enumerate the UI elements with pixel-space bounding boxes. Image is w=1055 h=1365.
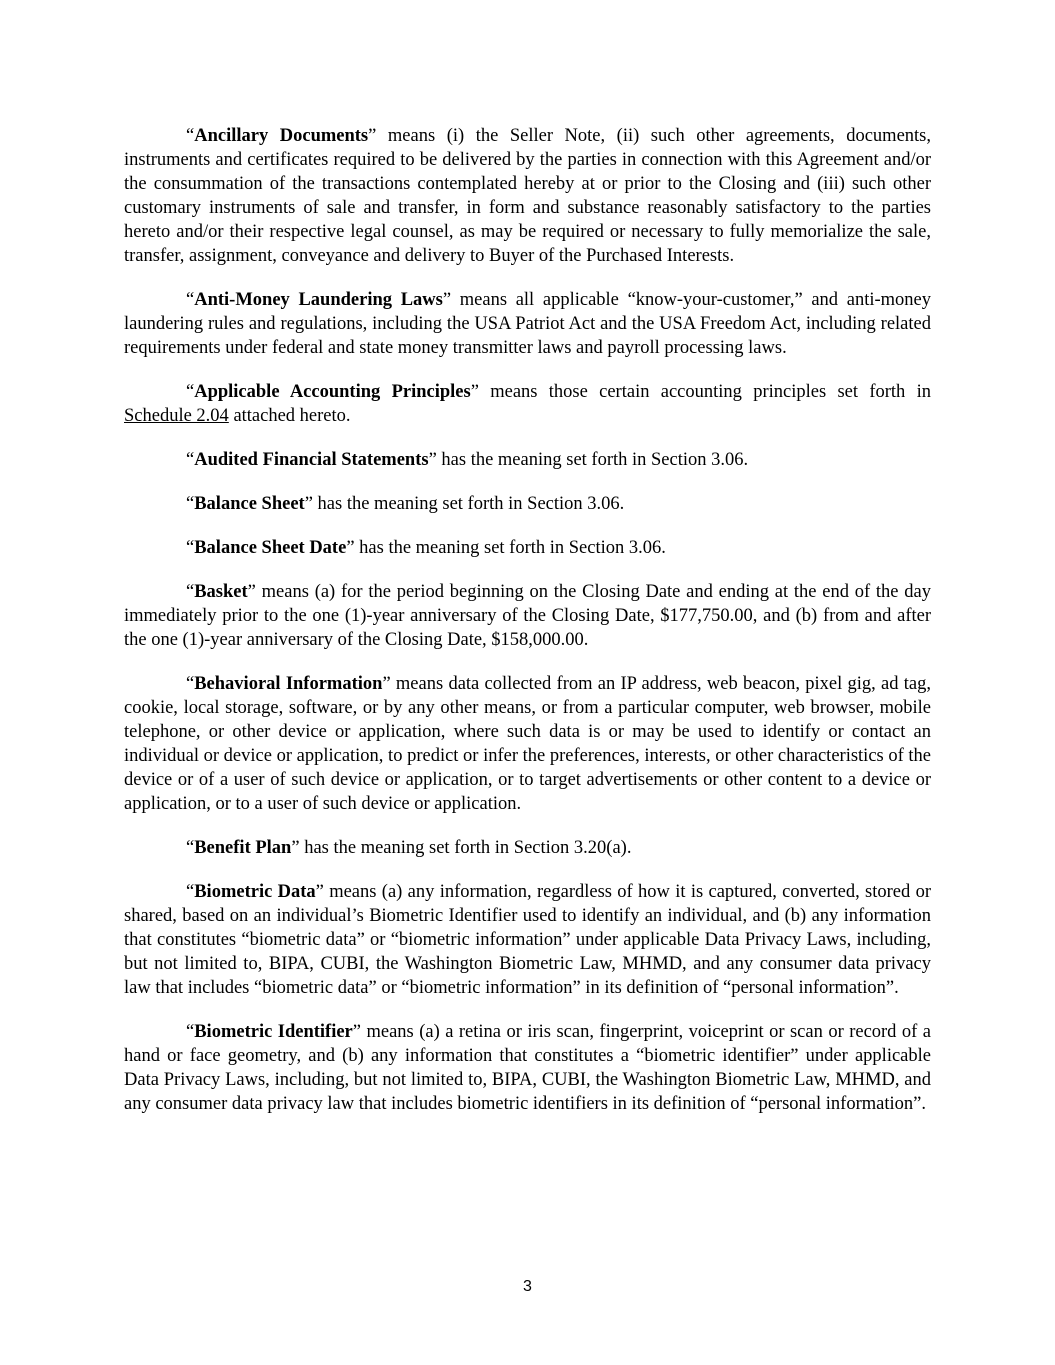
definition-behavioral-information: “Behavioral Information” means data collected from an IP address, web beacon, pixel gig, ad tag, cookie, local storage, software, or by any other means, or from a particular computer, web browser, mobile telephone, or other device or application, where such data is or may be used to identify or contact an individual or device or application, to predict or infer the preferences, interests, or other characteristics of the device or of a user of such device or application, or to target advertisements or other content to a device or application, or to a user of such device or application. (124, 674, 931, 814)
definition-text: has the meaning set forth in Section 3.06. (354, 538, 666, 558)
defined-term: Anti-Money Laundering Laws (194, 290, 443, 310)
definition-audited-financial-statements: “Audited Financial Statements” has the meaning set forth in Section 3.06. (186, 450, 749, 470)
definition-text-after: attached hereto. (228, 406, 351, 426)
definition-anti-money-laundering-laws: “Anti-Money Laundering Laws” means all applicable “know-your-customer,” and anti-money laundering rules and regulations, including the USA Patriot Act and the USA Freedom Act, including related requirements under federal and state money transmitter laws and payroll processing laws. (124, 290, 931, 358)
definition-biometric-data: “Biometric Data” means (a) any information, regardless of how it is captured, converted, stored or shared, based on an individual’s Biometric Identifier used to identify an individual, and (b) any information that constitutes “biometric data” or “biometric information” under applicable Data Privacy Laws, including, but not limited to, BIPA, CUBI, the Washington Biometric Law, MHMD, and any consumer data privacy law that includes “biometric data” or “biometric information” in its definition of “personal information”. (124, 882, 931, 998)
definition-ancillary-documents: “Ancillary Documents” means (i) the Seller Note, (ii) such other agreements, documents, instruments and certificates required to be delivered by the parties in connection with this Agreement and/or the consummation of the transactions contemplated hereby at or prior to the Closing and (iii) such other customary instruments of sale and transfer, in form and substance reasonably satisfactory to the parties hereto and/or their respective legal counsel, as may be required or necessary to fully memorialize the sale, transfer, assignment, conveyance and delivery to Buyer of the Purchased Interests. (124, 126, 931, 266)
definition-text: has the meaning set forth in Section 3.06. (312, 494, 625, 514)
defined-term: Applicable Accounting Principles (194, 382, 471, 402)
definition-text: has the meaning set forth in Section 3.06. (436, 450, 749, 470)
defined-term: Audited Financial Statements (194, 450, 429, 470)
defined-term: Biometric Identifier (194, 1022, 353, 1042)
definition-text: means (a) a retina or iris scan, fingerprint, voiceprint or scan or record of a hand or face geometry, and (b) any information that constitutes a “biometric identifier” under applicable Data Privacy Laws, including, but not limited to, BIPA, CUBI, the Washington Biometric Law, MHMD, and any consumer data privacy law that includes biometric identifiers in its definition of “personal information”. (124, 1022, 931, 1114)
page-number: 3 (523, 1278, 532, 1295)
definition-text: means (a) any information, regardless of how it is captured, converted, stored or shared, based on an individual’s Biometric Identifier used to identify an individual, and (b) any information that constitutes “biometric data” or “biometric information” under applicable Data Privacy Laws, including, but not limited to, BIPA, CUBI, the Washington Biometric Law, MHMD, and any consumer data privacy law that includes “biometric data” or “biometric information” in its definition of “personal information”. (124, 882, 931, 998)
defined-term: Ancillary Documents (194, 126, 369, 146)
schedule-reference-link[interactable]: Schedule 2.04 (124, 406, 229, 426)
definition-biometric-identifier: “Biometric Identifier” means (a) a retina or iris scan, fingerprint, voiceprint or scan or record of a hand or face geometry, and (b) any information that constitutes a “biometric identifier” under applicable Data Privacy Laws, including, but not limited to, BIPA, CUBI, the Washington Biometric Law, MHMD, and any consumer data privacy law that includes biometric identifiers in its definition of “personal information”. (124, 1022, 931, 1114)
defined-term: Benefit Plan (194, 838, 292, 858)
defined-term: Biometric Data (194, 882, 316, 902)
defined-term: Balance Sheet (194, 494, 305, 514)
definition-text: has the meaning set forth in Section 3.20(a). (299, 838, 632, 858)
definition-benefit-plan: “Benefit Plan” has the meaning set forth in Section 3.20(a). (186, 838, 632, 858)
definition-text: means those certain accounting principles set forth in (478, 382, 931, 402)
definition-balance-sheet-date: “Balance Sheet Date” has the meaning set forth in Section 3.06. (186, 538, 666, 558)
definition-basket: “Basket” means (a) for the period beginning on the Closing Date and ending at the end of the day immediately prior to the one (1)-year anniversary of the Closing Date, $177,750.00, and (b) from and after the one (1)-year anniversary of the Closing Date, $158,000.00. (124, 582, 931, 650)
definition-text: means all applicable “know-your-customer,” and anti-money laundering rules and regulations, including the USA Patriot Act and the USA Freedom Act, including related requirements under federal and state money transmitter laws and payroll processing laws. (124, 290, 931, 358)
defined-term: Basket (194, 582, 248, 602)
definition-text: means (a) for the period beginning on the Closing Date and ending at the end of the day immediately prior to the one (1)-year anniversary of the Closing Date, $177,750.00, and (b) from and after the one (1)-year anniversary of the Closing Date, $158,000.00. (124, 582, 931, 650)
definition-balance-sheet: “Balance Sheet” has the meaning set forth in Section 3.06. (186, 494, 625, 514)
definition-text: means (i) the Seller Note, (ii) such other agreements, documents, instruments and certificates required to be delivered by the parties in connection with this Agreement and/or the consummation of the transactions contemplated hereby at or prior to the Closing and (iii) such other customary instruments of sale and transfer, in form and substance reasonably satisfactory to the parties hereto and/or their respective legal counsel, as may be required or necessary to fully memorialize the sale, transfer, assignment, conveyance and delivery to Buyer of the Purchased Interests. (124, 126, 931, 266)
definition-applicable-accounting-principles: “Applicable Accounting Principles” means those certain accounting principles set forth in Schedule 2.04 attached hereto. (124, 382, 931, 426)
definition-text: means data collected from an IP address, web beacon, pixel gig, ad tag, cookie, local storage, software, or by any other means, or from a particular computer, web browser, mobile telephone, or other device or application, where such data is or may be used to identify or contact an individual or device or application, to predict or infer the preferences, interests, or other characteristics of the device or of a user of such device or application, or to target advertisements or other content to a device or application, or to a user of such device or application. (124, 674, 931, 814)
defined-term: Behavioral Information (194, 674, 383, 694)
definitions-section (124, 124, 931, 1136)
defined-term: Balance Sheet Date (194, 538, 347, 558)
